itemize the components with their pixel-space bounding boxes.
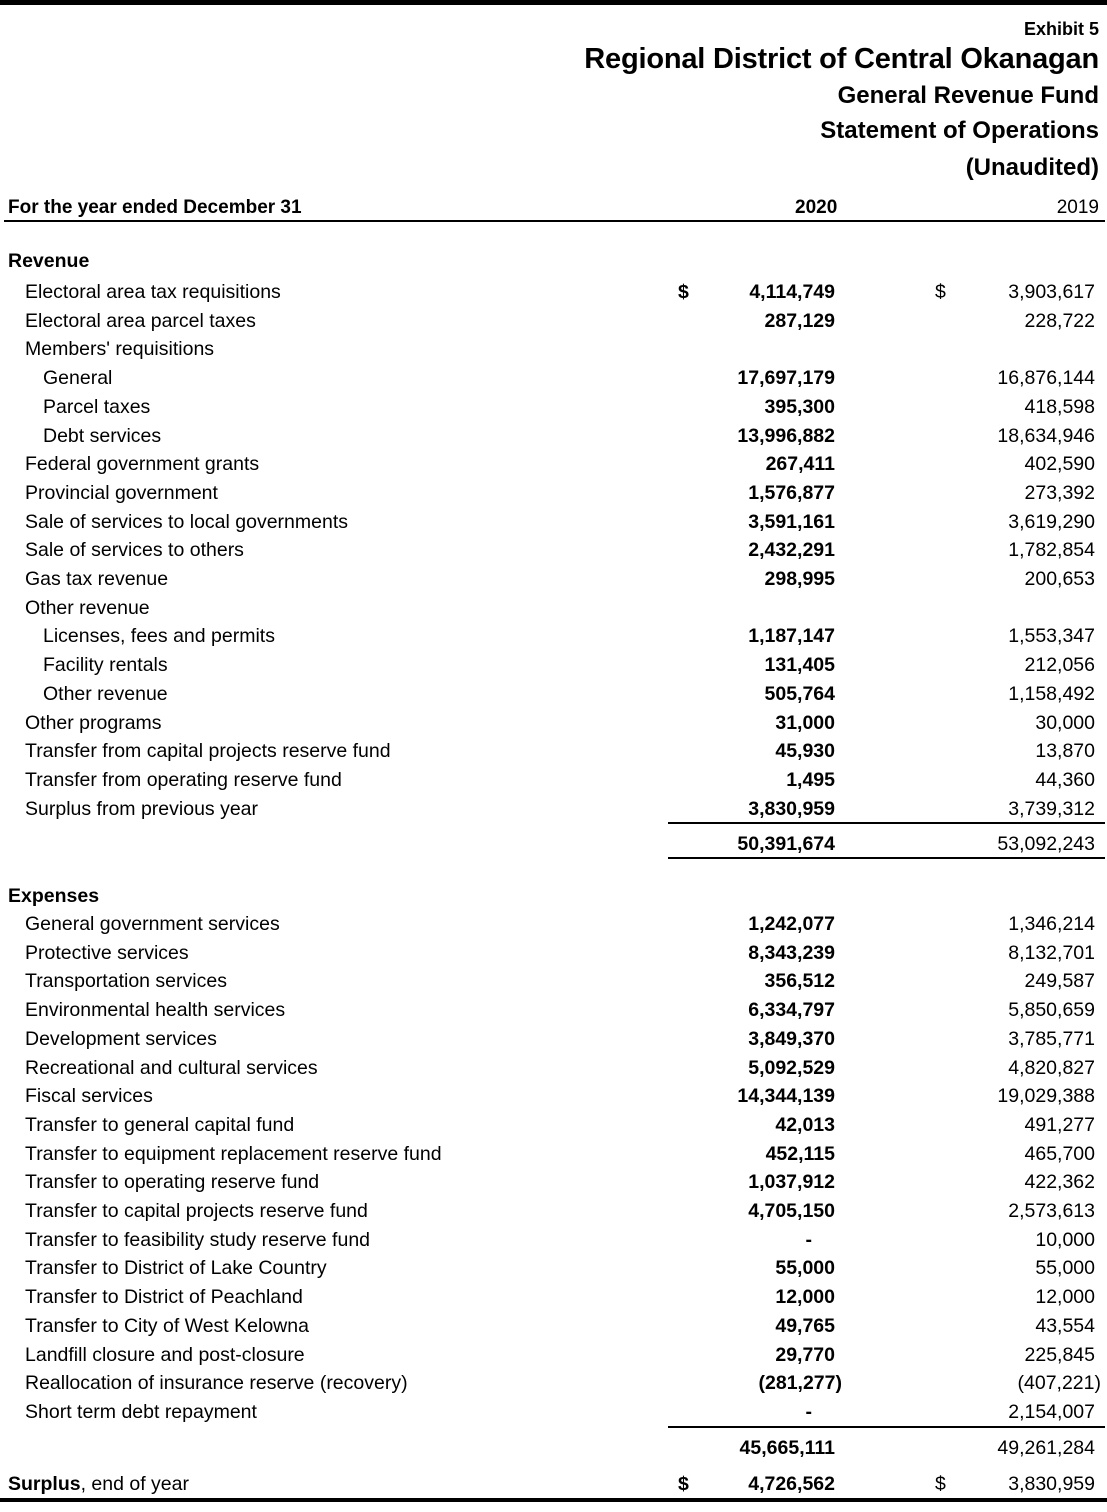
value-2020: 6,334,797 (748, 999, 835, 1022)
column-header-2020: 2020 (795, 197, 838, 218)
table-row (0, 536, 1107, 564)
table-row (0, 1111, 1107, 1139)
value-2020: 49,765 (775, 1314, 835, 1337)
table-row (0, 1254, 1107, 1282)
table-row (0, 508, 1107, 536)
table-row (0, 450, 1107, 478)
line-item-label: Recreational and cultural services (25, 1056, 318, 1079)
value-2019: 19,029,388 (997, 1085, 1095, 1108)
table-row (0, 1226, 1107, 1254)
value-2019: 1,158,492 (1008, 682, 1095, 705)
audit-status: (Unaudited) (965, 154, 1099, 181)
table-row (0, 680, 1107, 708)
value-2020: 8,343,239 (748, 941, 835, 964)
value-2019: 10,000 (1035, 1228, 1095, 1251)
value-2019: 249,587 (1024, 970, 1095, 993)
table-row (0, 335, 1107, 363)
column-header-2019: 2019 (1056, 197, 1099, 218)
line-item-label: General (43, 367, 113, 390)
value-2019: 43,554 (1035, 1314, 1095, 1337)
expenses-total-2020: 45,665,111 (739, 1437, 835, 1459)
value-2020: 2,432,291 (748, 539, 835, 562)
revenue-total-rule (668, 857, 1105, 859)
expenses-subtotal-rule (668, 1426, 1105, 1428)
value-2019: 55,000 (1035, 1257, 1095, 1280)
value-2020: 42,013 (775, 1113, 835, 1136)
value-2019: 4,820,827 (1008, 1056, 1095, 1079)
value-2019: 3,619,290 (1008, 510, 1095, 533)
expenses-total-row (0, 1434, 1107, 1462)
line-item-label: Facility rentals (43, 654, 168, 677)
table-row (0, 1398, 1107, 1426)
value-2020: 287,129 (764, 309, 835, 332)
table-row (0, 910, 1107, 938)
value-2019: 402,590 (1024, 453, 1095, 476)
section-title: Expenses (8, 885, 100, 907)
fund-name: General Revenue Fund (837, 82, 1099, 109)
line-item-label: Electoral area parcel taxes (25, 309, 256, 332)
table-row (0, 622, 1107, 650)
table-row (0, 1168, 1107, 1196)
organization-name: Regional District of Central Okanagan (584, 43, 1099, 75)
value-2020: 45,930 (775, 740, 835, 763)
value-2019: 1,346,214 (1008, 913, 1095, 935)
line-item-label: Transfer to District of Peachland (25, 1286, 303, 1309)
value-2019: (407,221) (1017, 1372, 1101, 1395)
report-title-block (584, 18, 1099, 186)
value-2020: 1,242,077 (748, 913, 835, 935)
table-row (0, 795, 1107, 823)
value-2019: 422,362 (1024, 1171, 1095, 1194)
line-item-label: Transfer to general capital fund (25, 1113, 295, 1136)
value-2019: 12,000 (1035, 1286, 1095, 1309)
table-row (0, 479, 1107, 507)
value-2020: 505,764 (764, 682, 835, 705)
line-item-label: Transfer to District of Lake Country (25, 1257, 327, 1280)
line-item-label: Environmental health services (25, 999, 286, 1022)
line-item-label: Transfer from capital projects reserve fund (25, 740, 391, 763)
line-item-label: Transfer to feasibility study reserve fund (25, 1228, 371, 1251)
line-item-label: Federal government grants (25, 453, 260, 476)
value-2020: 4,114,749 (749, 281, 835, 303)
value-2020: 1,037,912 (748, 1171, 835, 1194)
value-2020: (281,277) (758, 1372, 842, 1395)
line-item-label: Parcel taxes (43, 395, 151, 418)
revenue-total-row (0, 830, 1107, 858)
table-row (0, 565, 1107, 593)
value-2019: 8,132,701 (1008, 941, 1095, 964)
line-item-label: Short term debt repayment (25, 1400, 257, 1423)
value-2020: 1,495 (786, 768, 835, 791)
table-row (0, 278, 1107, 306)
line-item-label: Debt services (43, 424, 162, 447)
value-2019: 1,553,347 (1008, 625, 1095, 648)
surplus-2020: 4,726,562 (748, 1473, 835, 1495)
value-2019: 3,785,771 (1008, 1027, 1095, 1050)
period-label: For the year ended December 31 (8, 197, 302, 218)
value-2019: 3,739,312 (1008, 797, 1095, 820)
top-border (0, 0, 1107, 5)
table-row (0, 737, 1107, 765)
value-2020: 298,995 (764, 568, 835, 590)
value-2020: 5,092,529 (748, 1056, 835, 1079)
table-row (0, 651, 1107, 679)
table-row (0, 996, 1107, 1024)
value-2019: 228,722 (1024, 309, 1095, 332)
line-item-label: Members' requisitions (25, 338, 215, 361)
revenue-total-2020: 50,391,674 (737, 833, 835, 855)
table-row (0, 1140, 1107, 1168)
value-2020: 1,576,877 (748, 481, 835, 504)
value-2020: 267,411 (765, 453, 835, 476)
line-item-label: Transfer to City of West Kelowna (25, 1314, 309, 1337)
revenue-section-heading (0, 247, 1107, 275)
value-2020: 12,000 (775, 1286, 835, 1309)
value-2019: 1,782,854 (1008, 539, 1095, 562)
table-row (0, 422, 1107, 450)
value-2019: 5,850,659 (1008, 999, 1095, 1022)
value-2019: 18,634,946 (997, 424, 1095, 447)
value-2020: - (805, 1228, 812, 1251)
value-2019: 44,360 (1035, 768, 1095, 791)
value-2019: 200,653 (1024, 568, 1095, 590)
value-2019: 2,573,613 (1008, 1200, 1095, 1222)
line-item-label: Fiscal services (25, 1085, 153, 1108)
line-item-label: Other programs (25, 711, 162, 734)
table-row (0, 1197, 1107, 1225)
value-2019: 418,598 (1024, 395, 1095, 418)
value-2020: 452,115 (765, 1142, 835, 1165)
value-2020: 131,405 (764, 654, 835, 677)
table-row (0, 1082, 1107, 1110)
table-row (0, 1025, 1107, 1053)
value-2019: 273,392 (1024, 481, 1095, 504)
line-item-label: Development services (25, 1027, 217, 1050)
table-row (0, 967, 1107, 995)
line-item-label: Gas tax revenue (25, 568, 169, 590)
line-item-label: Electoral area tax requisitions (25, 281, 281, 303)
statement-name: Statement of Operations (820, 117, 1099, 144)
value-2019: 212,056 (1024, 654, 1095, 677)
value-2019: 16,876,144 (997, 367, 1095, 390)
line-item-label: Sale of services to others (25, 539, 244, 562)
value-2020: 1,187,147 (748, 625, 835, 648)
surplus-2019: 3,830,959 (1008, 1473, 1095, 1495)
value-2020: 356,512 (764, 970, 835, 993)
surplus-row (0, 1470, 1107, 1498)
line-item-label: Other revenue (43, 682, 168, 705)
currency-symbol-2020: $ (678, 1473, 689, 1495)
value-2020: 4,705,150 (748, 1200, 835, 1222)
value-2020: 17,697,179 (737, 367, 835, 390)
bottom-border (0, 1498, 1107, 1502)
surplus-label-rest: , end of year (80, 1473, 189, 1495)
revenue-total-2019: 53,092,243 (997, 833, 1095, 855)
table-row (0, 1054, 1107, 1082)
table-row (0, 393, 1107, 421)
line-item-label: Landfill closure and post-closure (25, 1343, 305, 1366)
table-row (0, 1341, 1107, 1369)
value-2019: 13,870 (1035, 740, 1095, 763)
expenses-section-heading (0, 882, 1107, 910)
table-row (0, 709, 1107, 737)
value-2020: 395,300 (764, 395, 835, 418)
surplus-label (8, 1470, 189, 1498)
expenses-total-2019: 49,261,284 (997, 1437, 1095, 1459)
table-row (0, 594, 1107, 622)
table-row (0, 1312, 1107, 1340)
line-item-label: Transportation services (25, 970, 227, 993)
surplus-label-bold: Surplus (8, 1473, 81, 1495)
value-2020: 3,830,959 (748, 797, 835, 820)
value-2020: 13,996,882 (737, 424, 835, 447)
line-item-label: Protective services (25, 941, 189, 964)
table-row (0, 364, 1107, 392)
line-item-label: Transfer to capital projects reserve fund (25, 1200, 368, 1222)
value-2020: - (805, 1400, 812, 1423)
value-2020: 31,000 (775, 711, 835, 734)
line-item-label: Surplus from previous year (25, 797, 259, 820)
value-2020: 29,770 (775, 1343, 835, 1366)
revenue-subtotal-rule (668, 822, 1105, 824)
line-item-label: Transfer to equipment replacement reserve fund (25, 1142, 442, 1165)
table-row (0, 939, 1107, 967)
header-rule (4, 220, 1105, 222)
currency-symbol-2020: $ (678, 281, 689, 303)
line-item-label: Sale of services to local governments (25, 510, 348, 533)
line-item-label: Licenses, fees and permits (43, 625, 275, 648)
line-item-label: Provincial government (25, 481, 218, 504)
value-2019: 465,700 (1024, 1142, 1095, 1165)
currency-symbol-2019: $ (935, 1473, 946, 1495)
table-row (0, 1369, 1107, 1397)
value-2019: 30,000 (1035, 711, 1095, 734)
value-2019: 2,154,007 (1008, 1400, 1095, 1423)
currency-symbol-2019: $ (935, 281, 946, 303)
value-2019: 3,903,617 (1008, 281, 1095, 303)
line-item-label: Other revenue (25, 596, 150, 619)
value-2020: 14,344,139 (737, 1085, 835, 1108)
section-title: Revenue (8, 250, 90, 272)
line-item-label: Reallocation of insurance reserve (recovery) (25, 1372, 408, 1395)
line-item-label: Transfer from operating reserve fund (25, 768, 342, 791)
value-2020: 3,591,161 (748, 510, 835, 533)
line-item-label: Transfer to operating reserve fund (25, 1171, 320, 1194)
value-2019: 225,845 (1024, 1343, 1095, 1366)
value-2019: 491,277 (1024, 1113, 1095, 1136)
exhibit-label: Exhibit 5 (1023, 19, 1099, 39)
table-row (0, 307, 1107, 335)
value-2020: 3,849,370 (748, 1027, 835, 1050)
value-2020: 55,000 (775, 1257, 835, 1280)
table-row (0, 766, 1107, 794)
line-item-label: General government services (25, 913, 280, 935)
table-row (0, 1283, 1107, 1311)
